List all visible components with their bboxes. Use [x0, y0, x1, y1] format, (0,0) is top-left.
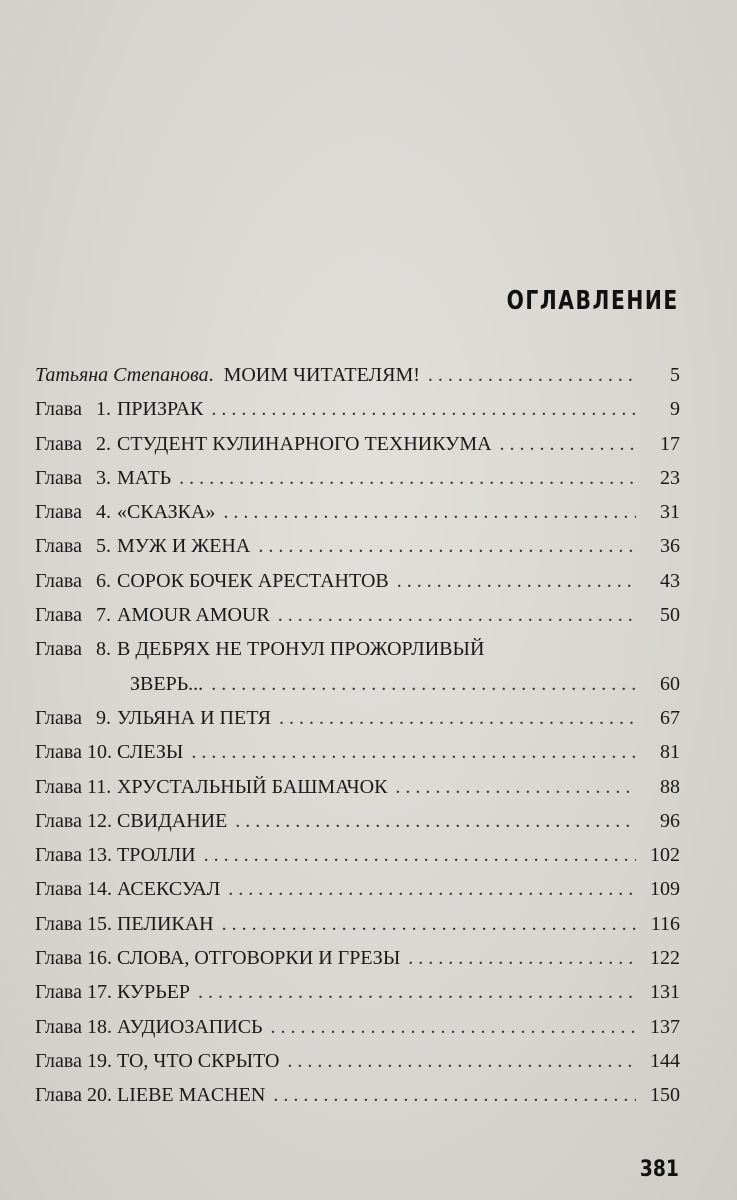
chapter-page-number: 131 [650, 981, 680, 1004]
toc-row [35, 907, 680, 941]
dot-leader [428, 358, 636, 392]
chapter-label: Глава [35, 878, 82, 901]
toc-row [35, 804, 680, 838]
dot-leader [278, 598, 636, 632]
dot-leader [271, 1010, 636, 1044]
chapter-page-number: 36 [660, 535, 680, 558]
toc-row [35, 632, 680, 666]
dot-leader [223, 495, 636, 529]
chapter-number: 19. [86, 1049, 112, 1072]
chapter-title: ТРОЛЛИ [116, 844, 196, 867]
chapter-title: УЛЬЯНА И ПЕТЯ [116, 706, 271, 729]
chapter-number: 18. [86, 1015, 112, 1038]
chapter-page-number: 43 [660, 569, 680, 592]
chapter-page-number: 60 [660, 672, 680, 695]
chapter-number: 15. [86, 912, 112, 935]
chapter-label: Глава [35, 501, 82, 524]
chapter-label: Глава [35, 706, 82, 729]
table-of-contents [35, 358, 680, 1113]
toc-heading: ОГЛАВЛЕНИЕ [506, 286, 679, 316]
chapter-title: АСЕКСУАЛ [116, 878, 221, 901]
chapter-number: 5. [95, 535, 111, 558]
chapter-title: ХРУСТАЛЬНЫЙ БАШМАЧОК [116, 775, 388, 798]
dot-leader [258, 529, 636, 563]
chapter-page-number: 144 [650, 1049, 680, 1072]
chapter-label: Глава [35, 1015, 82, 1038]
chapter-title: КУРЬЕР [116, 981, 191, 1004]
dot-leader [198, 975, 636, 1009]
toc-row [35, 1010, 680, 1044]
dot-leader [228, 872, 636, 906]
chapter-number: 8. [95, 638, 111, 661]
chapter-number: 12. [86, 809, 112, 832]
dot-leader [273, 1078, 636, 1112]
chapter-label: Глава [35, 741, 82, 764]
chapter-number: 13. [86, 844, 112, 867]
chapter-title: АУДИОЗАПИСЬ [116, 1015, 263, 1038]
chapter-number: 11. [86, 775, 112, 798]
chapter-title: «СКАЗКА» [116, 501, 216, 524]
chapter-title: МАТЬ [116, 466, 172, 489]
intro-page-number: 5 [670, 364, 680, 386]
chapter-number: 20. [86, 1084, 112, 1107]
chapter-title: МУЖ И ЖЕНА [116, 535, 251, 558]
chapter-title: LIEBE MACHEN [116, 1084, 266, 1107]
dot-leader [204, 838, 636, 872]
chapter-page-number: 88 [660, 775, 680, 798]
dot-leader [287, 1044, 636, 1078]
chapter-label: Глава [35, 398, 82, 421]
dot-leader [179, 461, 636, 495]
chapter-label: Глава [35, 947, 82, 970]
chapter-page-number: 31 [660, 501, 680, 524]
toc-row [35, 495, 680, 529]
toc-row [35, 1078, 680, 1112]
chapter-title: СЛОВА, ОТГОВОРКИ И ГРЕЗЫ [116, 947, 401, 970]
page-number: 381 [639, 1157, 679, 1182]
chapter-label: Глава [35, 432, 82, 455]
chapter-page-number: 109 [650, 878, 680, 901]
chapter-label: Глава [35, 809, 82, 832]
chapter-list [35, 392, 680, 1112]
intro-author: Татьяна Степанова [35, 364, 209, 386]
toc-row [35, 701, 680, 735]
toc-row [35, 770, 680, 804]
intro-title: МОИМ ЧИТАТЕЛЯМ! [223, 364, 420, 386]
chapter-title: СВИДАНИЕ [116, 809, 228, 832]
chapter-number: 14. [86, 878, 112, 901]
chapter-title: AMOUR AMOUR [116, 604, 270, 627]
dot-leader [500, 427, 636, 461]
toc-row [35, 975, 680, 1009]
dot-leader [191, 735, 636, 769]
toc-row [35, 598, 680, 632]
dot-leader [211, 667, 636, 701]
chapter-label: Глава [35, 466, 82, 489]
chapter-title: СЛЕЗЫ [116, 741, 184, 764]
chapter-title: ПРИЗРАК [116, 398, 204, 421]
chapter-label: Глава [35, 1049, 82, 1072]
chapter-number: 16. [86, 947, 112, 970]
toc-row [35, 427, 680, 461]
chapter-page-number: 50 [660, 604, 680, 627]
dot-leader [408, 941, 636, 975]
chapter-number: 3. [95, 466, 111, 489]
chapter-number: 9. [95, 706, 111, 729]
chapter-page-number: 9 [670, 398, 680, 421]
chapter-page-number: 67 [660, 706, 680, 729]
dot-leader [279, 701, 636, 735]
chapter-number: 17. [86, 981, 112, 1004]
dot-leader [395, 770, 636, 804]
chapter-label: Глава [35, 981, 82, 1004]
toc-intro-row: Татьяна Степанова. МОИМ ЧИТАТЕЛЯМ! . . . 5 [35, 358, 680, 392]
chapter-title: ПЕЛИКАН [116, 912, 214, 935]
chapter-number: 6. [95, 569, 111, 592]
chapter-page-number: 116 [650, 912, 680, 935]
chapter-page-number: 102 [650, 844, 680, 867]
chapter-number: 4. [95, 501, 111, 524]
chapter-title-continued: ЗВЕРЬ... [130, 672, 204, 695]
chapter-title: ТО, ЧТО СКРЫТО [116, 1049, 280, 1072]
chapter-label: Глава [35, 912, 82, 935]
chapter-number: 10. [86, 741, 112, 764]
dot-leader [222, 907, 636, 941]
dot-leader [235, 804, 636, 838]
chapter-page-number: 23 [660, 466, 680, 489]
toc-row [35, 392, 680, 426]
toc-row [35, 461, 680, 495]
chapter-label: Глава [35, 535, 82, 558]
toc-row-continuation [35, 667, 680, 701]
chapter-title: СОРОК БОЧЕК АРЕСТАНТОВ [116, 569, 389, 592]
toc-row [35, 941, 680, 975]
chapter-number: 7. [95, 604, 111, 627]
chapter-page-number: 122 [650, 947, 680, 970]
chapter-page-number: 137 [650, 1015, 680, 1038]
chapter-label: Глава [35, 775, 82, 798]
chapter-page-number: 96 [660, 809, 680, 832]
chapter-title: В ДЕБРЯХ НЕ ТРОНУЛ ПРОЖОРЛИВЫЙ [116, 638, 485, 661]
chapter-label: Глава [35, 1084, 82, 1107]
chapter-label: Глава [35, 638, 82, 661]
chapter-title: СТУДЕНТ КУЛИНАРНОГО ТЕХНИКУМА [116, 432, 492, 455]
chapter-number: 2. [95, 432, 111, 455]
toc-row [35, 838, 680, 872]
toc-row [35, 564, 680, 598]
toc-row [35, 872, 680, 906]
toc-row [35, 735, 680, 769]
chapter-number: 1. [95, 398, 111, 421]
chapter-label: Глава [35, 569, 82, 592]
dot-leader [397, 564, 636, 598]
chapter-label: Глава [35, 844, 82, 867]
dot-leader [211, 392, 636, 426]
toc-row [35, 529, 680, 563]
chapter-page-number: 81 [660, 741, 680, 764]
chapter-label: Глава [35, 604, 82, 627]
chapter-page-number: 150 [650, 1084, 680, 1107]
toc-row [35, 1044, 680, 1078]
chapter-page-number: 17 [660, 432, 680, 455]
